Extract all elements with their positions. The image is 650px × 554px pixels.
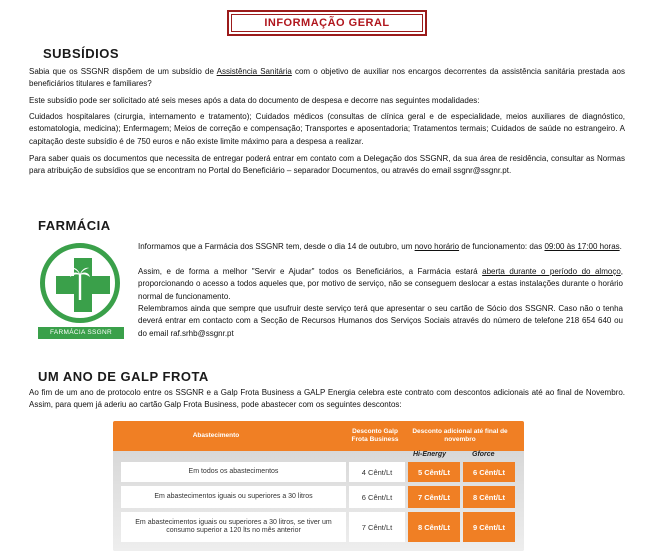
text-underlined: 09:00 às 17:00 horas (544, 242, 620, 251)
subsidios-paragraph-2: Este subsídio pode ser solicitado até seis meses após a data do documento de despesa e decorre nas seguintes modalidades: (29, 96, 480, 105)
text: Assim, e de forma a melhor "Servir e Ajudar" todos os Beneficiários, a Farmácia estará (138, 267, 483, 276)
galp-paragraph: Ao fim de um ano de protocolo entre os SSGNR e a Galp Frota Business a GALP Energia celebra este contrato com descontos adicionais até ao final de Novembro. Assim, para quem já aderiu ao cartão Galp Frota Business, pode abastecer com os seguintes descontos: (29, 388, 625, 410)
subsidios-paragraph-1 (29, 66, 625, 91)
text-underlined: novo horário (414, 242, 460, 251)
farmacia-paragraph-2 (138, 266, 623, 303)
header-desconto-adicional: Desconto adicional até final de novembro (412, 428, 508, 443)
subsidios-paragraph-3: Cuidados hospitalares (cirurgia, internamento e tratamento); Cuidados médicos (consultas de clínica geral e de especialidade, meios auxiliares de diagnóstico, estomatologia, medicina); Enfermagem; Meios de correção e compensação; Transportes e aposentadoria; Tratamentos termais; Cuidados de saúde no estrangeiro. A capitação deste subsídio é de 750 euros e não existe limite máximo para a despesa a realizar. (29, 112, 625, 146)
text: , proporcionando o acesso a todos aqueles que, por motivo de serviço, não se conseguem deslocar a estas instalações durante o horário normal de funcionamento. (138, 267, 623, 301)
page-title-box (227, 10, 427, 36)
subheader-gforce: Gforce (472, 451, 495, 458)
table-row-galp: 6 Cênt/Lt (349, 486, 405, 508)
text-underlined: aberta durante o período do almoço (482, 267, 621, 276)
text: Informamos que a Farmácia dos SSGNR tem, desde o dia 14 de outubro, um (138, 242, 415, 251)
table-row-desc: Em abastecimentos iguais ou superiores a 30 litros (121, 486, 346, 508)
table-row-gforce: 8 Cênt/Lt (463, 486, 515, 508)
logo-caption: FARMÁCIA SSGNR (38, 327, 124, 339)
galp-heading: UM ANO DE GALP FROTA (38, 369, 209, 384)
table-row-gforce: 9 Cênt/Lt (463, 512, 515, 542)
text: Sabia que os SSGNR dispõem de um subsídio de (29, 67, 217, 76)
text: . (619, 242, 622, 251)
table-row-hi-energy: 7 Cênt/Lt (408, 486, 460, 508)
subsidios-paragraph-4: Para saber quais os documentos que necessita de entregar poderá entrar em contato com a Delegação dos SSGNR, da sua área de residência, consultar as Normas para atribuição de subsídios que se encontram no Portal do Beneficiário – separador Documentos, ou através do email ssgnr@ssgnr.pt. (29, 154, 625, 176)
table-row-gforce: 6 Cênt/Lt (463, 462, 515, 482)
page-title: INFORMAÇÃO GERAL (264, 17, 390, 29)
palm-tree-icon (69, 266, 91, 302)
farmacia-paragraph-3: Relembramos ainda que sempre que usufruir deste serviço terá que apresentar o seu cartão de Sócio dos SSGNR. Caso não o tenha deverá entrar em contacto com a Secção de Recursos Humanos dos Serviços Sociais através do número de telefone 218 654 640 ou do email raf.srhb@ssgnr.pt (138, 304, 623, 338)
farmacia-logo (38, 243, 126, 341)
text: com o objetivo de auxiliar nos encargos decorrentes da assistência sanitária prestada aos beneficiários titulares e familiares? (29, 67, 625, 89)
farmacia-heading: FARMÁCIA (38, 218, 111, 233)
text: de funcionamento: das (459, 242, 545, 251)
table-row-hi-energy: 8 Cênt/Lt (408, 512, 460, 542)
header-abastecimento: Abastecimento (192, 432, 240, 439)
logo-circle (40, 243, 120, 323)
subsidios-heading: SUBSÍDIOS (43, 46, 120, 61)
table-row-galp: 7 Cênt/Lt (349, 512, 405, 542)
header-desconto-galp: Desconto Galp Frota Business (351, 428, 399, 443)
farmacia-paragraph-1 (138, 241, 623, 253)
table-row-desc: Em abastecimentos iguais ou superiores a 30 litros, se tiver um consumo superior a 120 lts no mês anterior (121, 512, 346, 542)
assistencia-sanitaria-link[interactable]: Assistência Sanitária (216, 67, 292, 76)
discount-table (113, 421, 524, 551)
table-row-galp: 4 Cênt/Lt (349, 462, 405, 482)
table-row-desc: Em todos os abastecimentos (121, 462, 346, 482)
table-row-hi-energy: 5 Cênt/Lt (408, 462, 460, 482)
subheader-hi-energy: Hi-Energy (413, 451, 447, 458)
